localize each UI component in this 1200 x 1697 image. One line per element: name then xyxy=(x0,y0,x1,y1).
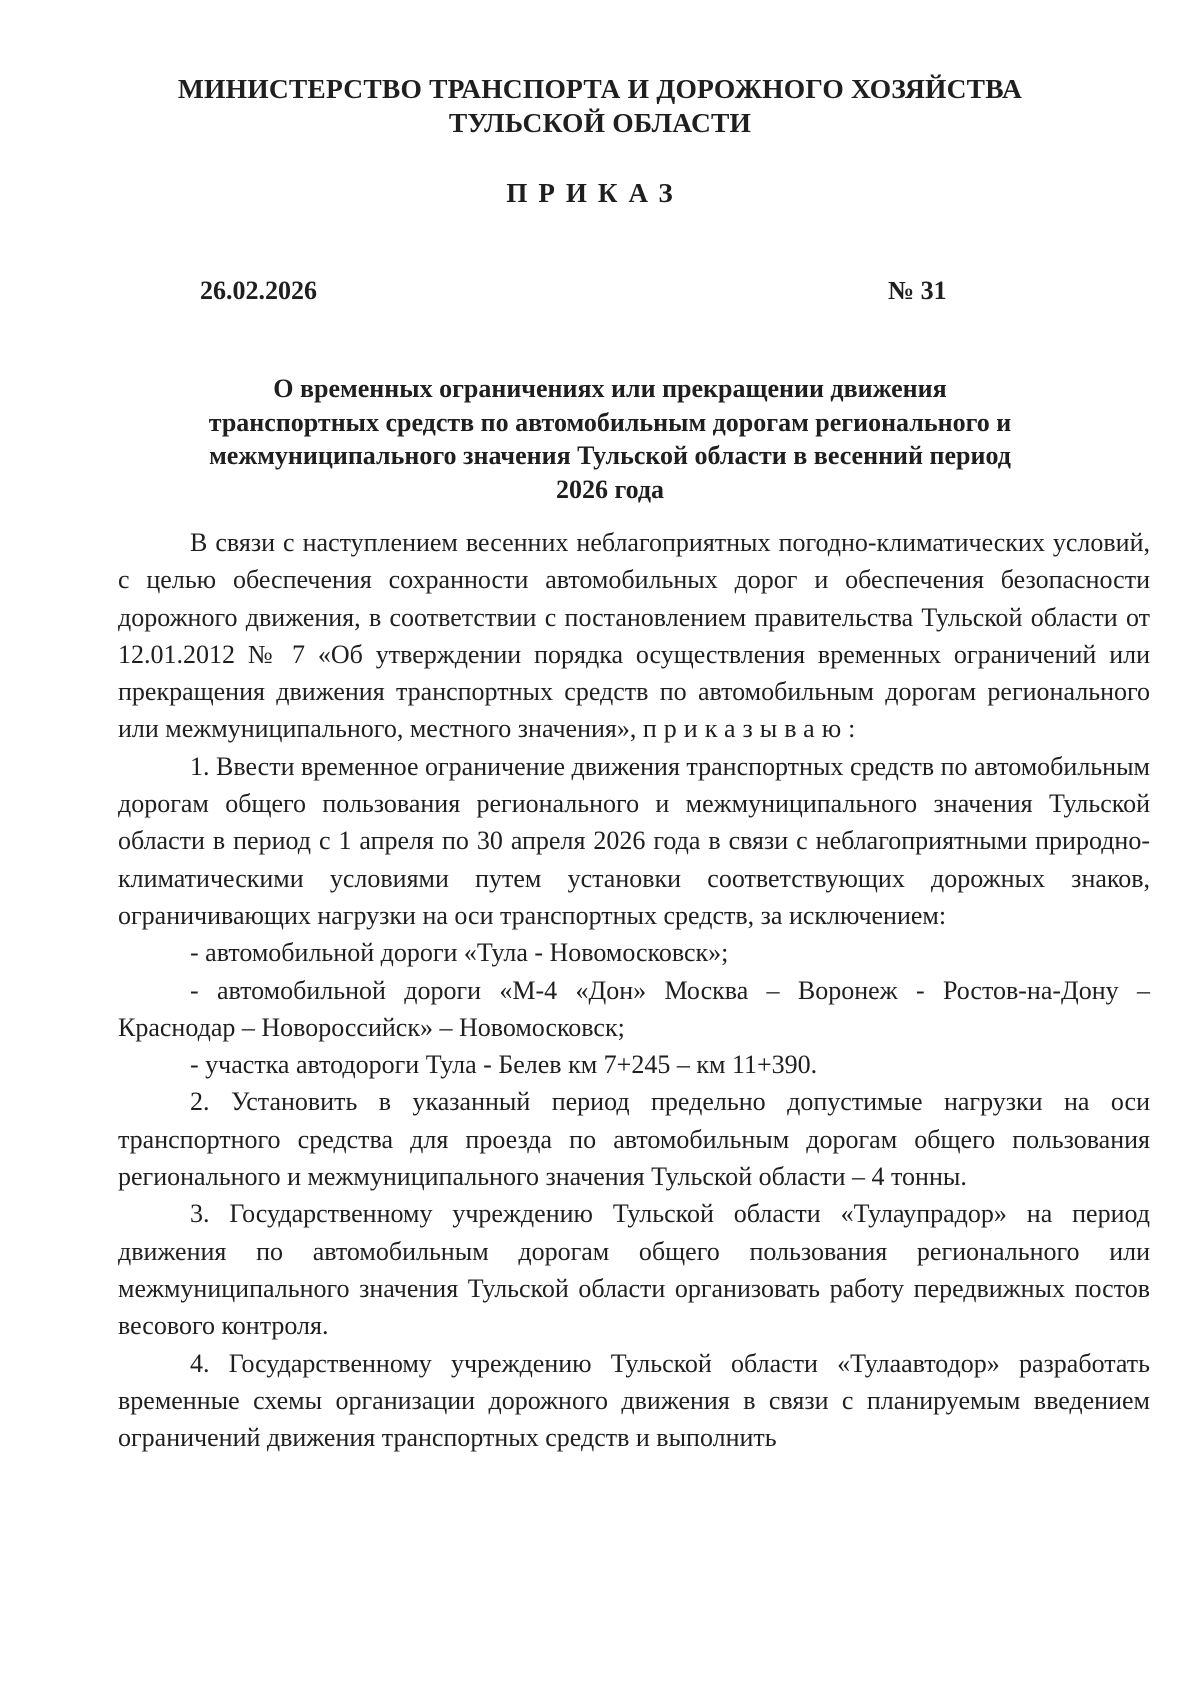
document-type: ПРИКАЗ xyxy=(506,178,684,208)
item-3: 3. Государственному учреждению Тульской области «Тулаупрадор» на период движения по автомобильным дорогам общего пользования регионального или межмуниципального значения Тульской области организовать работу передвижных постов весового контроля. xyxy=(118,1199,1150,1341)
order-date: 26.02.2026 xyxy=(200,276,317,305)
ministry-name xyxy=(0,72,1200,140)
item-1-exception-2: - автомобильной дороги «М-4 «Дон» Москва – Воронеж - Ростов-на-Дону – Краснодар – Новороссийск» – Новомосковск; xyxy=(118,975,1150,1042)
ministry-name-line2: ТУЛЬСКОЙ ОБЛАСТИ xyxy=(448,107,752,138)
document-title-line1: О временных ограничениях или прекращении движения xyxy=(273,374,947,403)
document-title-line2: транспортных средств по автомобильным дорогам регионального и xyxy=(208,407,1012,437)
preamble-paragraph xyxy=(118,524,1150,748)
order-number: № 31 xyxy=(888,276,947,305)
ministry-name-line1: МИНИСТЕРСТВО ТРАНСПОРТА И ДОРОЖНОГО ХОЗЯЙСТВА xyxy=(177,73,1023,104)
item-1: 1. Ввести временное ограничение движения транспортных средств по автомобильным дорогам общего пользования регионального и межмуниципального значения Тульской области в период с 1 апреля по 30 апреля 2026 года в связи с неблагоприятными природно-климатическими условиями путем установки соответствующих дорожных знаков, ограничивающих нагрузки на оси транспортных средств, за исключением: xyxy=(118,751,1150,930)
item-1-exception-1: - автомобильной дороги «Тула - Новомосковск»; xyxy=(190,938,729,968)
order-verb: приказываю: xyxy=(642,714,863,744)
item-4: 4. Государственному учреждению Тульской области «Тулаавтодор» разработать временные схемы организации дорожного движения в связи с планируемым введением ограничений движения транспортных средств и выполнить xyxy=(118,1348,1150,1453)
item-1-exception-3: - участка автодороги Тула - Белев км 7+245 – км 11+390. xyxy=(190,1050,818,1080)
document-title-line4: 2026 года xyxy=(555,474,665,504)
document-title-line3: межмуниципального значения Тульской области в весенний период xyxy=(209,441,1011,470)
document-body xyxy=(118,524,1150,1456)
item-2: 2. Установить в указанный период предельно допустимые нагрузки на оси транспортного средства для проезда по автомобильным дорогам общего пользования регионального и межмуниципального значения Тульской области – 4 тонны. xyxy=(118,1087,1150,1192)
document-title xyxy=(150,372,1070,506)
preamble-text: В связи с наступлением весенних неблагоприятных погодно-климатических условий, с целью обеспечения сохранности автомобильных дорог и обеспечения безопасности дорожного движения, в соответствии с постановлением правительства Тульской области от 12.01.2012 № 7 «Об утверждении порядка осуществления временных ограничений или прекращения движения транспортных средств по автомобильным дорогам регионального или межмуниципального, местного значения», xyxy=(118,528,1150,744)
